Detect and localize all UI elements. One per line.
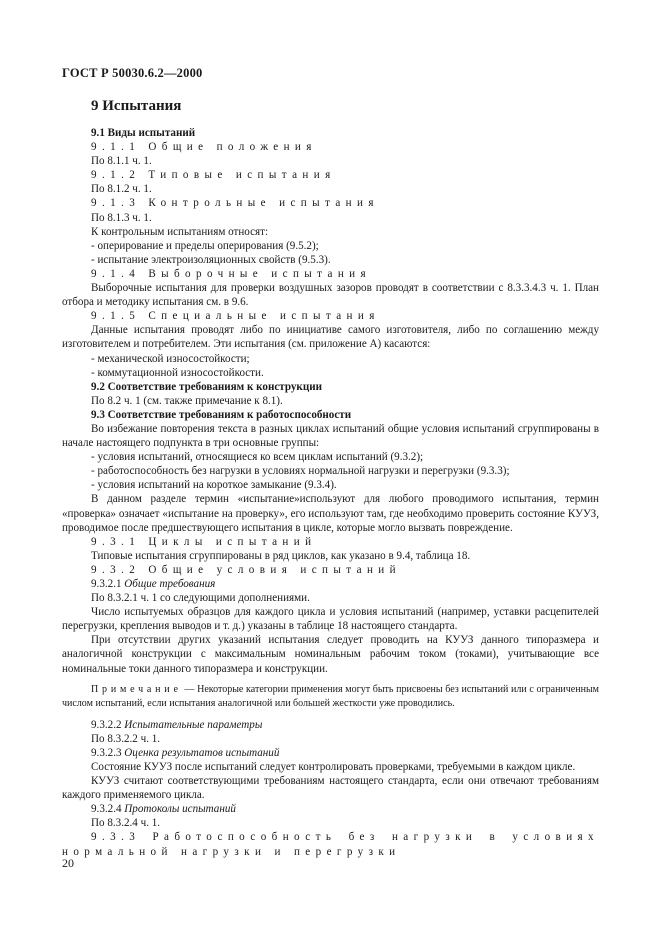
paragraph: По 8.3.2.1 ч. 1 со следующими дополнениями.	[91, 592, 310, 605]
clause-heading-italic	[62, 577, 599, 591]
clause-number: 9.3.2.3	[91, 746, 125, 759]
paragraph: По 8.1.1 ч. 1.	[91, 155, 152, 168]
clause-number: 9.3.2.4	[91, 803, 125, 816]
paragraph: По 8.3.2.2 ч. 1.	[91, 732, 161, 745]
paragraph: В данном разделе термин «испытание»используют для любого проводимого испытания, термин «проверка» означает «испытание на проверку», его используют там, где необходимо проверить состояние КУУЗ, проводимое после предшествующего испытания в цикле, которые могло вызвать повреждение.	[62, 493, 599, 534]
note-label: Примечание	[91, 683, 182, 695]
paragraph: КУУЗ считают соответствующими требованиям настоящего стандарта, если они отвечают требованиям каждого применяемого цикла.	[62, 775, 599, 802]
clause-heading-italic	[62, 746, 599, 760]
list-item: - испытание электроизоляционных свойств (9.5.3).	[91, 253, 331, 266]
subsection-heading: 9.1 Виды испытаний	[91, 127, 196, 139]
clause-heading-italic	[62, 718, 599, 732]
clause-heading: 9.3.3 Работоспособность без нагрузки в условиях нормальной нагрузки и перегрузки	[62, 831, 599, 858]
paragraph: Состояние КУУЗ после испытаний следует контролировать проверками, требуемыми в каждом цикле.	[91, 760, 576, 773]
document-body	[62, 126, 599, 859]
clause-number: 9.3.2.2	[91, 718, 125, 731]
list-item: - работоспособность без нагрузки в условиях нормальной нагрузки и перегрузки (9.3.3);	[91, 465, 510, 478]
paragraph: По 8.3.2.4 ч. 1.	[91, 817, 161, 830]
clause-title: Оценка результатов испытаний	[124, 746, 280, 759]
clause-heading: 9.1.5 Специальные испытания	[91, 310, 380, 323]
clause-number: 9.3.2.1	[91, 578, 125, 590]
clause-heading: 9.3.1 Циклы испытаний	[91, 535, 317, 548]
clause-heading: 9.1.1 Общие положения	[91, 141, 317, 154]
list-item: - условия испытаний на короткое замыкание (9.3.4).	[91, 479, 337, 492]
paragraph: Выборочные испытания для проверки воздушных зазоров проводят в соответствии с 8.3.3.4.3 ч. 1. План отбора и методику испытания см. в 9.6.	[62, 282, 599, 309]
subsection-heading: 9.3 Соответствие требованиям к работоспособности	[91, 408, 352, 421]
paragraph: Число испытуемых образцов для каждого цикла и условия испытаний (например, уставки расцепителей перегрузки, крепления выводов и т. д.) указаны в таблице 18 настоящего стандарта.	[62, 606, 599, 633]
clause-title: Общие требования	[124, 578, 216, 590]
clause-heading: 9.1.4 Выборочные испытания	[91, 267, 372, 280]
note	[62, 683, 599, 711]
clause-heading-italic	[62, 802, 599, 816]
paragraph: По 8.2 ч. 1 (см. также примечание к 8.1).	[91, 394, 283, 407]
clause-heading: 9.3.2 Общие условия испытаний	[91, 563, 401, 576]
paragraph: При отсутствии других указаний испытания следует проводить на КУУЗ данного типоразмера и аналогичной конструкции с максимальным номинальным рабочим током (токами), учитывающие все номинальные токи данного типоразмера и конструкции.	[62, 634, 599, 675]
clause-title: Испытательные параметры	[124, 718, 263, 731]
list-item: - механической износостойкости;	[91, 352, 250, 365]
clause-title: Протоколы испытаний	[124, 803, 236, 816]
paragraph: По 8.1.2 ч. 1.	[91, 183, 152, 196]
paragraph: К контрольным испытаниям относят:	[91, 225, 269, 238]
note-text: — Некоторые категории применения могут быть присвоены без испытаний или с ограниченным числом испытаний, если испытания аналогичной или большей жесткости уже проводились.	[62, 683, 599, 709]
page-number: 20	[62, 856, 74, 870]
paragraph: Во избежание повторения текста в разных циклах испытаний общие условия испытаний сгруппированы в начале настоящего подпункта в три основные группы:	[62, 422, 599, 450]
paragraph: По 8.1.3 ч. 1.	[91, 211, 152, 224]
list-item: - условия испытаний, относящиеся ко всем циклам испытаний (9.3.2);	[91, 451, 424, 464]
subsection-heading: 9.2 Соответствие требованиям к конструкции	[91, 380, 323, 393]
section-title: 9 Испытания	[91, 98, 182, 114]
list-item: - оперирование и пределы оперирования (9.5.2);	[91, 239, 319, 252]
paragraph: Типовые испытания сгруппированы в ряд циклов, как указано в 9.4, таблица 18.	[91, 549, 471, 562]
clause-heading: 9.1.3 Контрольные испытания	[91, 197, 379, 210]
list-item: - коммутационной износостойкости.	[91, 366, 264, 379]
clause-heading: 9.1.2 Типовые испытания	[91, 169, 336, 182]
document-header: ГОСТ Р 50030.6.2—2000	[62, 66, 203, 80]
paragraph: Данные испытания проводят либо по инициативе самого изготовителя, либо по соглашению между изготовителем и потребителем. Эти испытания (см. приложение А) касаются:	[62, 324, 599, 351]
